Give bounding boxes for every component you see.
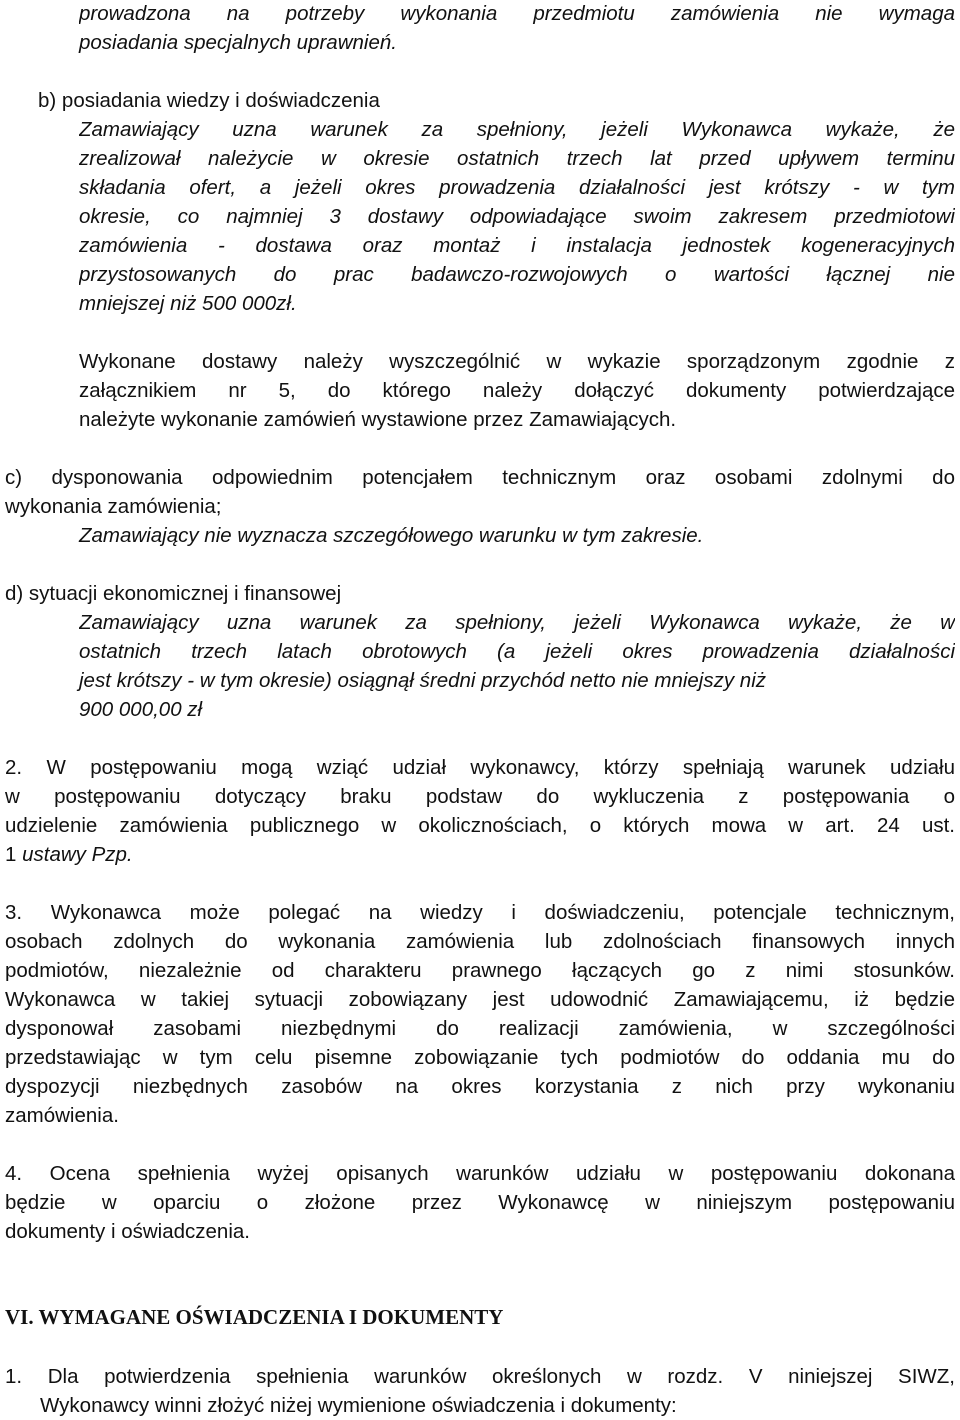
point-2-text: 1 <box>5 843 23 866</box>
item-b-line: okresie, co najmniej 3 dostawy odpowiadające swoim zakresem przedmiotowi <box>79 205 955 228</box>
point-3-line: osobach zdolnych do wykonania zamówienia lub zdolnościach finansowych innych <box>5 930 955 953</box>
point-2-line <box>5 841 133 869</box>
point-3-line: dysponował zasobami niezbędnymi do realizacji zamówienia, w szczególności <box>5 1017 955 1040</box>
item-d-line: Zamawiający uzna warunek za spełniony, jeżeli Wykonawca wykaże, że w <box>79 611 955 634</box>
item-b-line: zamówienia - dostawa oraz montaż i instalacja jednostek kogeneracyjnych <box>79 234 955 257</box>
item-b-line: składania ofert, a jeżeli okres prowadzenia działalności jest krótszy - w tym <box>79 176 955 199</box>
point-2-line: udzielenie zamówienia publicznego w okolicznościach, o których mowa w art. 24 ust. <box>5 814 955 837</box>
point-3-line: zamówienia. <box>5 1104 119 1127</box>
point-3-line: 3. Wykonawca może polegać na wiedzy i doświadczeniu, potencjale technicznym, <box>5 901 955 924</box>
item-d-line: jest krótszy - w tym okresie) osiągnął średni przychód netto nie mniejszy niż <box>79 669 767 692</box>
point-3-line: Wykonawca w takiej sytuacji zobowiązany jest udowodnić Zamawiającemu, iż będzie <box>5 988 955 1011</box>
item-d-line: 900 000,00 zł <box>79 698 203 721</box>
item-d-title: d) sytuacji ekonomicznej i finansowej <box>5 582 342 605</box>
item-b-line: Zamawiający uzna warunek za spełniony, jeżeli Wykonawca wykaże, że <box>79 118 955 141</box>
section-heading: VI. WYMAGANE OŚWIADCZENIA I DOKUMENTY <box>5 1305 504 1329</box>
point-4-line: 4. Ocena spełnienia wyżej opisanych warunków udziału w postępowaniu dokonana <box>5 1162 955 1185</box>
section-point-1-line: 1. Dla potwierdzenia spełnienia warunków określonych w rozdz. V niniejszej SIWZ, <box>5 1365 955 1388</box>
continuation-line: posiadania specjalnych uprawnień. <box>79 31 397 54</box>
section-point-1-line: Wykonawcy winni złożyć niżej wymienione oświadczenia i dokumenty: <box>40 1394 677 1417</box>
item-c-line: Zamawiający nie wyznacza szczegółowego warunku w tym zakresie. <box>79 524 704 547</box>
item-d-line: ostatnich trzech latach obrotowych (a jeżeli okres prowadzenia działalności <box>79 640 955 663</box>
point-3-line: podmiotów, niezależnie od charakteru prawnego łączących go z nimi stosunków. <box>5 959 955 982</box>
item-b-note-line: załącznikiem nr 5, do którego należy dołączyć dokumenty potwierdzające <box>79 379 955 402</box>
item-b-line: mniejszej niż 500 000zł. <box>79 292 297 315</box>
point-4-line: będzie w oparciu o złożone przez Wykonawcę w niniejszym postępowaniu <box>5 1191 955 1214</box>
point-2-line: w postępowaniu dotyczący braku podstaw do wykluczenia z postępowania o <box>5 785 955 808</box>
item-c-title: c) dysponowania odpowiednim potencjałem technicznym oraz osobami zdolnymi do <box>5 466 955 489</box>
item-b-note-line: Wykonane dostawy należy wyszczególnić w wykazie sporządzonym zgodnie z <box>79 350 955 373</box>
point-2-act-name: ustawy Pzp. <box>22 843 133 866</box>
point-2-line: 2. W postępowaniu mogą wziąć udział wykonawcy, którzy spełniają warunek udziału <box>5 756 955 779</box>
item-b-line: przystosowanych do prac badawczo-rozwojowych o wartości łącznej nie <box>79 263 955 286</box>
item-b-note-line: należyte wykonanie zamówień wystawione przez Zamawiających. <box>79 408 677 431</box>
item-b-title: b) posiadania wiedzy i doświadczenia <box>38 89 380 112</box>
continuation-line: prowadzona na potrzeby wykonania przedmiotu zamówienia nie wymaga <box>79 2 955 25</box>
point-3-line: przedstawiając w tym celu pisemne zobowiązanie tych podmiotów do oddania mu do <box>5 1046 955 1069</box>
item-c-title-cont: wykonania zamówienia; <box>5 495 222 518</box>
item-b-line: zrealizował należycie w okresie ostatnich trzech lat przed upływem terminu <box>79 147 955 170</box>
point-4-line: dokumenty i oświadczenia. <box>5 1220 250 1243</box>
point-3-line: dyspozycji niezbędnych zasobów na okres korzystania z nich przy wykonaniu <box>5 1075 955 1098</box>
